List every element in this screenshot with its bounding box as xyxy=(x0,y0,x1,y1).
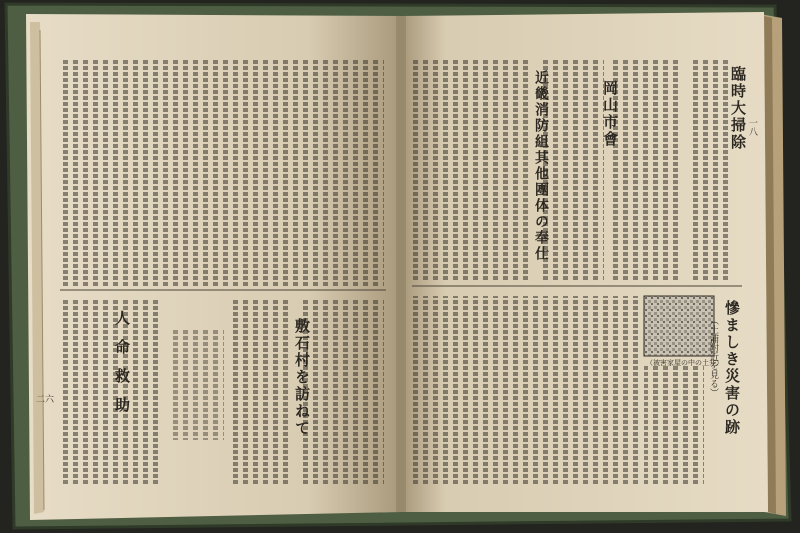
left-lower-text-a xyxy=(232,300,292,484)
left-lower-table xyxy=(168,330,224,440)
right-lower-text-a xyxy=(412,296,638,486)
heading-visiting-village: 敷石村を訪ねて xyxy=(293,318,311,437)
heading-fire-brigade-service: 近畿消防組其他團体の奉仕 xyxy=(533,70,549,262)
photo-caption: （被害家屋の中の土井） xyxy=(646,359,723,367)
left-upper-text xyxy=(62,58,384,286)
right-upper-text-d xyxy=(690,60,730,280)
right-upper-text-a xyxy=(412,60,532,280)
disaster-photo xyxy=(644,296,714,356)
heading-disaster-traces: 慘ましき災害の跡 xyxy=(723,300,741,436)
heading-disaster-traces-sub: （土浦附近を見る） xyxy=(708,316,718,397)
heading-okayama-city-council: 岡山市會 xyxy=(601,80,619,148)
heading-rescue: 人命救助 xyxy=(113,310,131,426)
right-page-number: 一八 xyxy=(747,118,757,136)
right-upper-text-b xyxy=(540,60,604,280)
left-page-number: 二六 xyxy=(36,395,55,405)
right-lower-text-b xyxy=(644,366,704,486)
right-upper-text-c xyxy=(612,60,682,280)
left-lower-text-c xyxy=(62,300,162,484)
left-lower-text-b xyxy=(300,300,384,484)
heading-temporary-cleanup: 臨時大掃除 xyxy=(729,66,747,151)
